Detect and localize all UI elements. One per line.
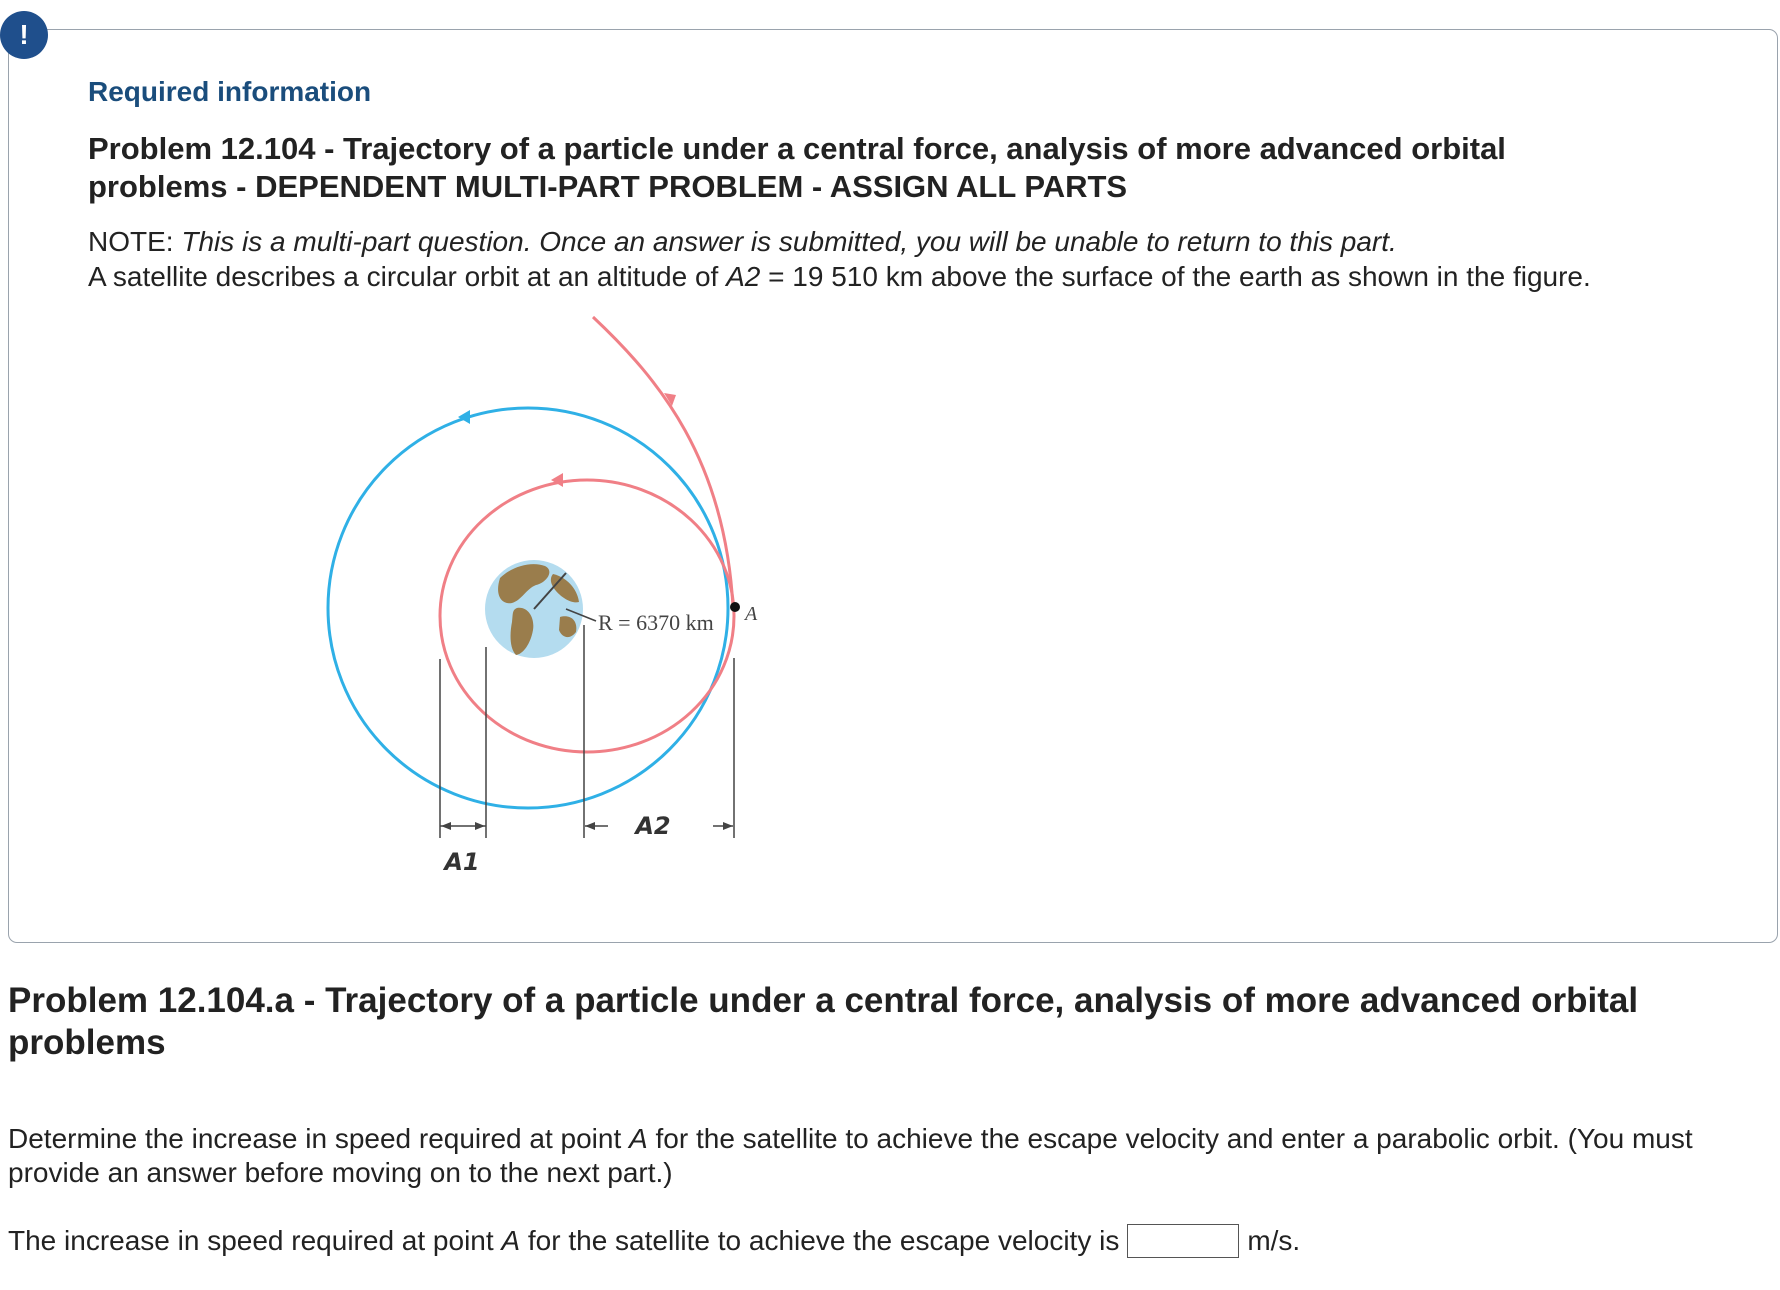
question-before: Determine the increase in speed required at point <box>8 1123 622 1154</box>
problem-statement <box>88 260 1591 294</box>
part-a-title: Problem 12.104.a - Trajectory of a particle under a central force, analysis of more advanced orbital problems <box>8 981 1639 1062</box>
a2-label: A2 <box>635 812 671 840</box>
statement-value: 19 510 km <box>792 261 924 292</box>
question-after: for the satellite to achieve the escape velocity and enter a parabolic orbit. (You must provide an answer before moving on to the next part.) <box>8 1123 1693 1188</box>
answer-input[interactable] <box>1127 1224 1239 1258</box>
statement-before: A satellite describes a circular orbit at an altitude of <box>88 261 719 292</box>
part-a-question <box>8 1122 1748 1190</box>
answer-unit: m/s. <box>1247 1225 1301 1256</box>
note-body: This is a multi-part question. Once an answer is submitted, you will be unable to return to this part. <box>181 226 1397 257</box>
answer-text-after: for the satellite to achieve the escape velocity is <box>527 1225 1120 1256</box>
answer-text-before: The increase in speed required at point <box>8 1225 494 1256</box>
note-label: NOTE: <box>88 226 174 257</box>
required-info-heading: Required information <box>88 76 372 107</box>
radius-label: R = 6370 km <box>598 610 714 635</box>
statement-after: above the surface of the earth as shown in the figure. <box>930 261 1591 292</box>
point-a-label: A <box>745 603 758 625</box>
a1-label: A1 <box>444 848 480 876</box>
statement-variable: A2 <box>726 261 761 292</box>
note-text <box>88 225 1397 259</box>
question-variable: A <box>629 1123 648 1154</box>
answer-row <box>8 1224 1300 1258</box>
statement-equals: = <box>768 261 785 292</box>
problem-title: Problem 12.104 - Trajectory of a particle under a central force, analysis of more advanced orbital problems - DEPENDENT MULTI-PART PROBLEM - ASSIGN ALL PARTS <box>88 131 1506 204</box>
answer-variable: A <box>501 1225 521 1256</box>
alert-icon <box>0 11 48 59</box>
alert-symbol: ! <box>19 19 29 50</box>
